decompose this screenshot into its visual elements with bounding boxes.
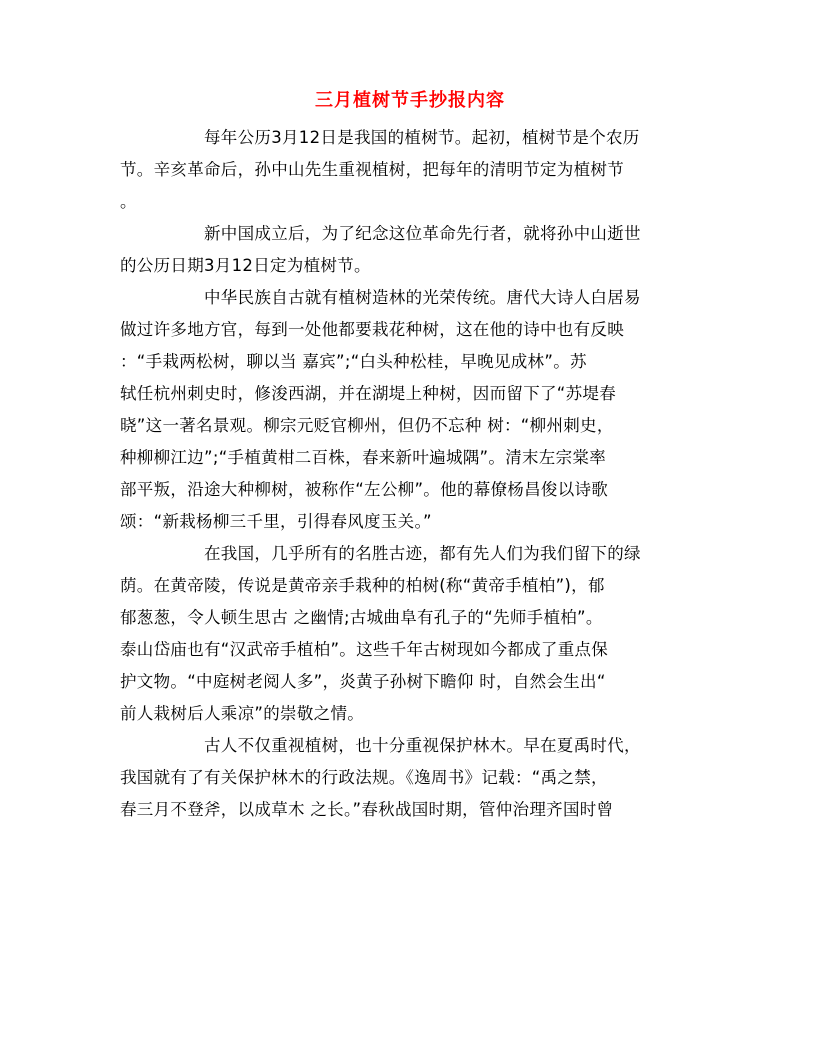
text-line: 郁葱葱，令人顿生思古 之幽情;古城曲阜有孔子的“先师手植柏”。 [120, 608, 603, 627]
document-body [120, 122, 700, 826]
text-line: 新中国成立后，为了纪念这位革命先行者，就将孙中山逝世 [204, 224, 641, 243]
text-line: ：“手栽两松树，聊以当 嘉宾”;“白头种松桂，早晚见成林”。苏 [120, 352, 587, 371]
text-line: 中华民族自古就有植树造林的光荣传统。唐代大诗人白居易 [204, 288, 641, 307]
text-line: 每年公历3月12日是我国的植树节。起初，植树节是个农历 [204, 128, 640, 147]
text-line: 古人不仅重视植树，也十分重视保护林木。早在夏禹时代， [204, 736, 641, 755]
text-line: 的公历日期3月12日定为植树节。 [120, 256, 371, 275]
text-line: 我国就有了有关保护林木的行政法规。《逸周书》记载：“禹之禁， [120, 768, 608, 787]
text-line: 颂：“新栽杨柳三千里，引得春风度玉关。” [120, 512, 432, 531]
text-line: 荫。在黄帝陵，传说是黄帝亲手栽种的柏树(称“黄帝手植柏”)，郁 [120, 576, 605, 595]
text-line: 在我国，几乎所有的名胜古迹，都有先人们为我们留下的绿 [204, 544, 641, 563]
text-line: 前人栽树后人乘凉”的崇敬之情。 [120, 704, 365, 723]
text-line: 晓”这一著名景观。柳宗元贬官柳州，但仍不忘种 树：“柳州刺史， [120, 416, 614, 435]
text-line: 泰山岱庙也有“汉武帝手植柏”。这些千年古树现如今都成了重点保 [120, 640, 609, 659]
document-page [120, 90, 700, 826]
text-line: 。 [120, 192, 137, 211]
text-line: 春三月不登斧，以成草木 之长。”春秋战国时期，管仲治理齐国时曾 [120, 800, 614, 819]
text-line: 做过许多地方官，每到一处他都要栽花种树，这在他的诗中也有反映 [120, 320, 624, 339]
text-line: 轼任杭州刺史时，修浚西湖，并在湖堤上种树，因而留下了“苏堤春 [120, 384, 617, 403]
document-title: 三月植树节手抄报内容 [315, 90, 505, 111]
text-line: 部平叛，沿途大种柳树，被称作“左公柳”。他的幕僚杨昌俊以诗歌 [120, 480, 609, 499]
text-line: 节。辛亥革命后，孙中山先生重视植树，把每年的清明节定为植树节 [120, 160, 624, 179]
text-line: 护文物。“中庭树老阅人多”，炎黄子孙树下瞻仰 时，自然会生出“ [120, 672, 606, 691]
text-line: 种柳柳江边”;“手植黄柑二百株，春来新叶遍城隅”。清末左宗棠率 [120, 448, 607, 467]
